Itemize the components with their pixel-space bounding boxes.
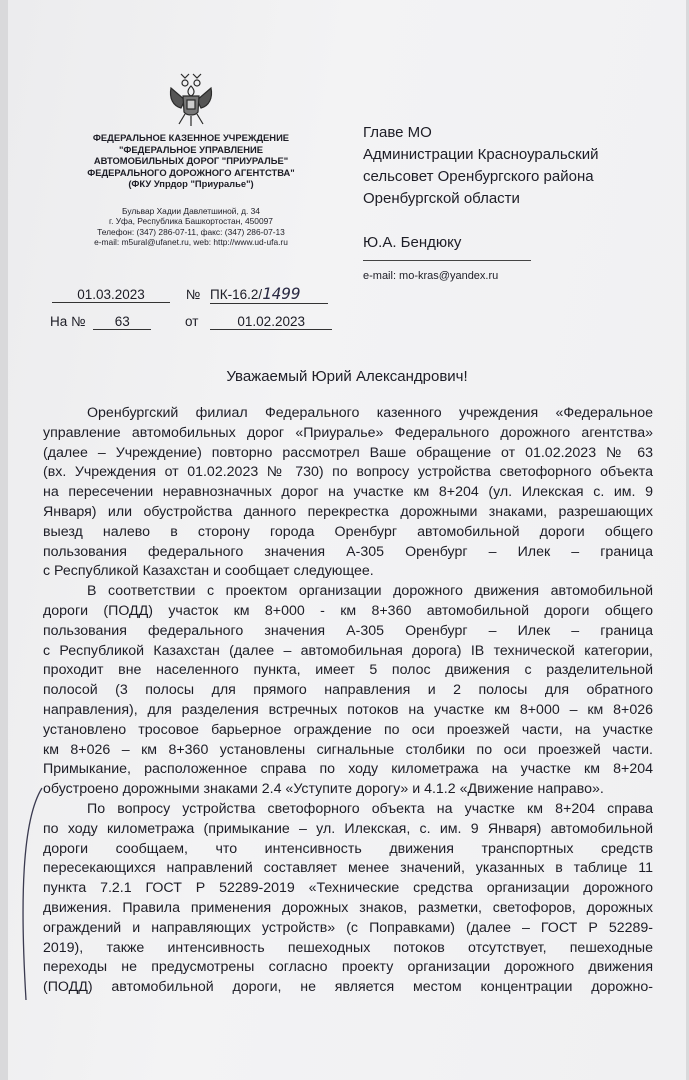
sender-address bbox=[66, 206, 316, 248]
org-short-name: (ФКУ Упрдор "Приуралье") bbox=[128, 178, 254, 189]
reference-number: 63 bbox=[93, 314, 151, 330]
body-line: проходит вне населенного пункта, имеет 5 полос движения с разделительной bbox=[43, 662, 653, 679]
recipient-email: e-mail: mo-kras@yandex.ru bbox=[363, 270, 499, 282]
recipient-divider bbox=[363, 260, 531, 261]
outgoing-date: 01.03.2023 bbox=[52, 287, 170, 303]
recipient-line-2: Администрации Красноуральский bbox=[363, 146, 599, 163]
body-line: выезд налево в сторону города Оренбург автомобильной дороги общего bbox=[43, 523, 653, 540]
body-line: пересекающихся направлений составляет менее значений, указанных в таблице 11 bbox=[43, 860, 653, 877]
body-line: Примыкание, расположенное справа по ходу километража на участке км 8+204 bbox=[43, 761, 653, 778]
recipient-block bbox=[363, 122, 683, 287]
org-name-line-1: ФЕДЕРАЛЬНОЕ КАЗЕННОЕ УЧРЕЖДЕНИЕ bbox=[92, 132, 290, 143]
body-line: 2019), также интенсивность пешеходных потоков отсутствует, пешеходные bbox=[43, 939, 653, 956]
body-line: переходы не предусмотрены согласно проекту организации дорожного движения bbox=[43, 959, 653, 976]
body-line: пункта 7.2.1 ГОСТ Р 52289-2019 «Технические средства организации дорожного bbox=[43, 880, 653, 897]
letter-body bbox=[43, 404, 653, 998]
body-line: По вопросу устройства светофорного объекта на участке км 8+204 справа bbox=[87, 800, 653, 817]
body-line: направления), для разделения встречных потоков на участке км 8+000 – км 8+026 bbox=[43, 701, 653, 718]
body-line: пользования федерального значения А-305 Оренбург – Илек – граница bbox=[43, 622, 653, 639]
org-name-line-3: АВТОМОБИЛЬНЫХ ДОРОГ "ПРИУРАЛЬЕ" bbox=[93, 155, 289, 166]
body-line: дороги (ПОДД) участок км 8+000 - км 8+360 автомобильной дороги общего bbox=[43, 602, 653, 619]
body-line: Января) или обустройства данного перекрестка дорожными знаками, разрешающих bbox=[43, 503, 653, 520]
body-line: на пересечении неравнозначных дорог на участке км 8+204 (ул. Илекская с. им. 9 bbox=[43, 484, 653, 501]
reference-label: На № bbox=[50, 314, 86, 329]
letter-page bbox=[8, 0, 686, 1080]
body-line: ограждений и направляющих устройств» (с Поправками) (далее – ГОСТ Р 52289- bbox=[43, 919, 653, 936]
body-line: (ПОДД) автомобильной дороги, не является местом концентрации дорожно- bbox=[43, 979, 653, 996]
number-prefix: ПК-16.2/ bbox=[210, 287, 263, 302]
body-line: (вх. Учреждения от 01.02.2023 № 730) по вопросу устройства светофорного объекта bbox=[43, 464, 653, 481]
body-line: В соответствии с проектом организации дорожного движения автомобильной bbox=[87, 583, 653, 600]
org-name-line-2: "ФЕДЕРАЛЬНОЕ УПРАВЛЕНИЕ bbox=[118, 143, 264, 155]
address-city: г. Уфа, Республика Башкортостан, 450097 bbox=[109, 216, 273, 226]
address-email-web: e-mail: m5ural@ufanet.ru, web: http://www.ud-ufa.ru bbox=[94, 237, 288, 247]
coat-of-arms-icon bbox=[167, 70, 215, 128]
salutation: Уважаемый Юрий Александрович! bbox=[226, 368, 468, 385]
body-line: пользования федерального значения А-305 Оренбург – Илек – граница bbox=[43, 543, 653, 560]
outgoing-number bbox=[210, 284, 328, 304]
address-street: Бульвар Хадии Давлетшиной, д. 34 bbox=[122, 205, 260, 216]
body-line: Оренбургский филиал Федерального казенного учреждения «Федеральное bbox=[87, 405, 653, 421]
reference-line bbox=[50, 314, 332, 330]
body-line: дороги сообщаем, что интенсивность движения транспортных средств bbox=[43, 840, 653, 857]
body-line: обустроено дорожными знаками 2.4 «Уступите дорогу» и 4.1.2 «Движение направо». bbox=[43, 781, 604, 798]
body-line: (далее – Учреждение) повторно рассмотрел Ваше обращение от 01.02.2023 № 63 bbox=[43, 444, 653, 461]
body-line: с Республикой Казахстан (далее – автомобильная дорога) IВ технической категории, bbox=[43, 642, 653, 659]
number-handwritten: 1499 bbox=[262, 284, 301, 303]
address-phone: Телефон: (347) 286-07-11, факс: (347) 286-07-13 bbox=[97, 226, 285, 237]
recipient-name: Ю.А. Бендюку bbox=[363, 234, 462, 251]
body-line: движения. Правила применения дорожных знаков, разметки, светофоров, дорожных bbox=[43, 899, 653, 916]
reference-date: 01.02.2023 bbox=[210, 314, 332, 330]
recipient-line-3: сельсовет Оренбургского района bbox=[363, 168, 594, 185]
body-line: по ходу километража (примыкание – ул. Илекская, с. им. 9 Января) автомобильной bbox=[43, 820, 653, 837]
body-line: с Республикой Казахстан и сообщает следующее. bbox=[43, 563, 374, 580]
recipient-line-1: Главе МО bbox=[363, 124, 432, 141]
org-name-line-4: ФЕДЕРАЛЬНОГО ДОРОЖНОГО АГЕНТСТВА" bbox=[87, 166, 295, 178]
body-line: км 8+026 – км 8+360 установлены сигнальные столбики по оси проезжей части. bbox=[43, 741, 653, 758]
number-label: № bbox=[185, 287, 201, 302]
registration-line bbox=[52, 284, 328, 304]
body-line: установлено тросовое барьерное ограждение по оси проезжей части, на участке bbox=[43, 721, 653, 738]
body-line: управление автомобильных дорог «Приуралье» Федерального дорожного агентства» bbox=[43, 424, 653, 441]
body-line: полосой (3 полосы для прямого направления и 2 полосы для обратного bbox=[43, 682, 653, 699]
recipient-line-4: Оренбургской области bbox=[363, 190, 520, 207]
sender-block bbox=[66, 70, 316, 248]
reference-from-label: от bbox=[185, 314, 199, 329]
